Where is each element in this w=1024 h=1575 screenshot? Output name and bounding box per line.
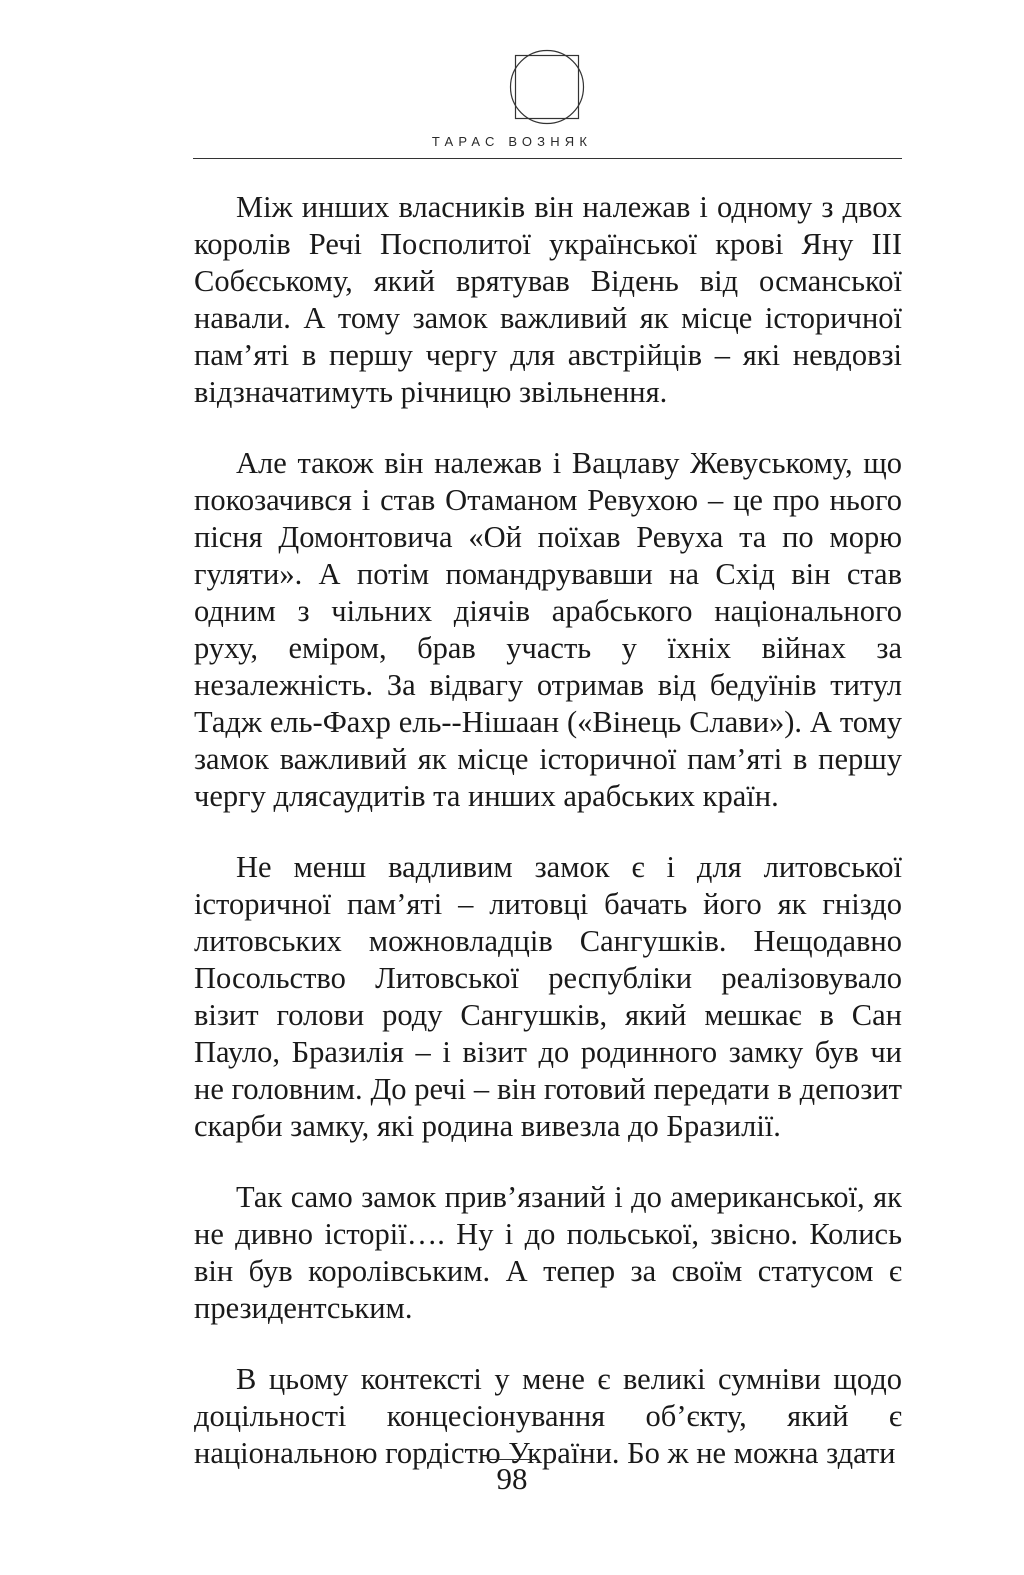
- paragraph-4: Так само замок прив’язаний і до американської, як не дивно історії…. Ну і до польської, звісно. Колись він був королівським. А тепер за своїм статусом є президентським.: [194, 1180, 902, 1325]
- page-number-rule: [488, 1459, 536, 1460]
- paragraph-5: В цьому контексті у мене є великі сумніви щодо доцільності концесіонування об’єкту, який є національною гордістю України. Бо ж не можна здати: [194, 1362, 902, 1470]
- page-footer: [0, 1459, 1024, 1496]
- body-text: [194, 189, 902, 1506]
- paragraph-2: Але також він належав і Вацлаву Жевуському, що покозачився і став Отаманом Ревухою – це про нього пісня Домонтовича «Ой поїхав Ревуха та по морю гуляти». А потім помандрувавши на Схід він став одним з чільних діячів арабського національного руху, еміром, брав участь у їхніх війнах за незалежність. За відвагу отримав від бедуїнів титул Тадж ель-Фахр ель-‑Нішаан («Вінець Слави»). А тому замок важливий як місце історичної пам’яті в першу чергу длясаудитів та инших арабських країн.: [194, 446, 902, 813]
- header-divider: [193, 158, 902, 159]
- paragraph-1: Між инших власників він належав і одному з двох королів Речі Посполитої української крові Яну ІІІ Собєському, який врятував Відень від османської навали. А тому замок важливий як місце історичної пам’яті в першу чергу для австрійців – які невдовзі відзначатимуть річницю звільнення.: [194, 190, 902, 409]
- page-number: 98: [496, 1461, 528, 1496]
- running-head-author: ТАРАС ВОЗНЯК: [431, 134, 593, 149]
- circle-square-emblem-icon: [509, 49, 585, 125]
- paragraph-3: Не менш вадливим замок є і для литовської історичної пам’яті – литовці бачать його як гніздо литовських можновладців Сангушків. Нещодавно Посольство Литовської республіки реалізовувало візит голови роду Сангушків, який мешкає в Сан Пауло, Бразилія – і візит до родинного замку був чи не головним. До речі – він готовий передати в депозит скарби замку, які родина вивезла до Бразилії.: [194, 850, 902, 1143]
